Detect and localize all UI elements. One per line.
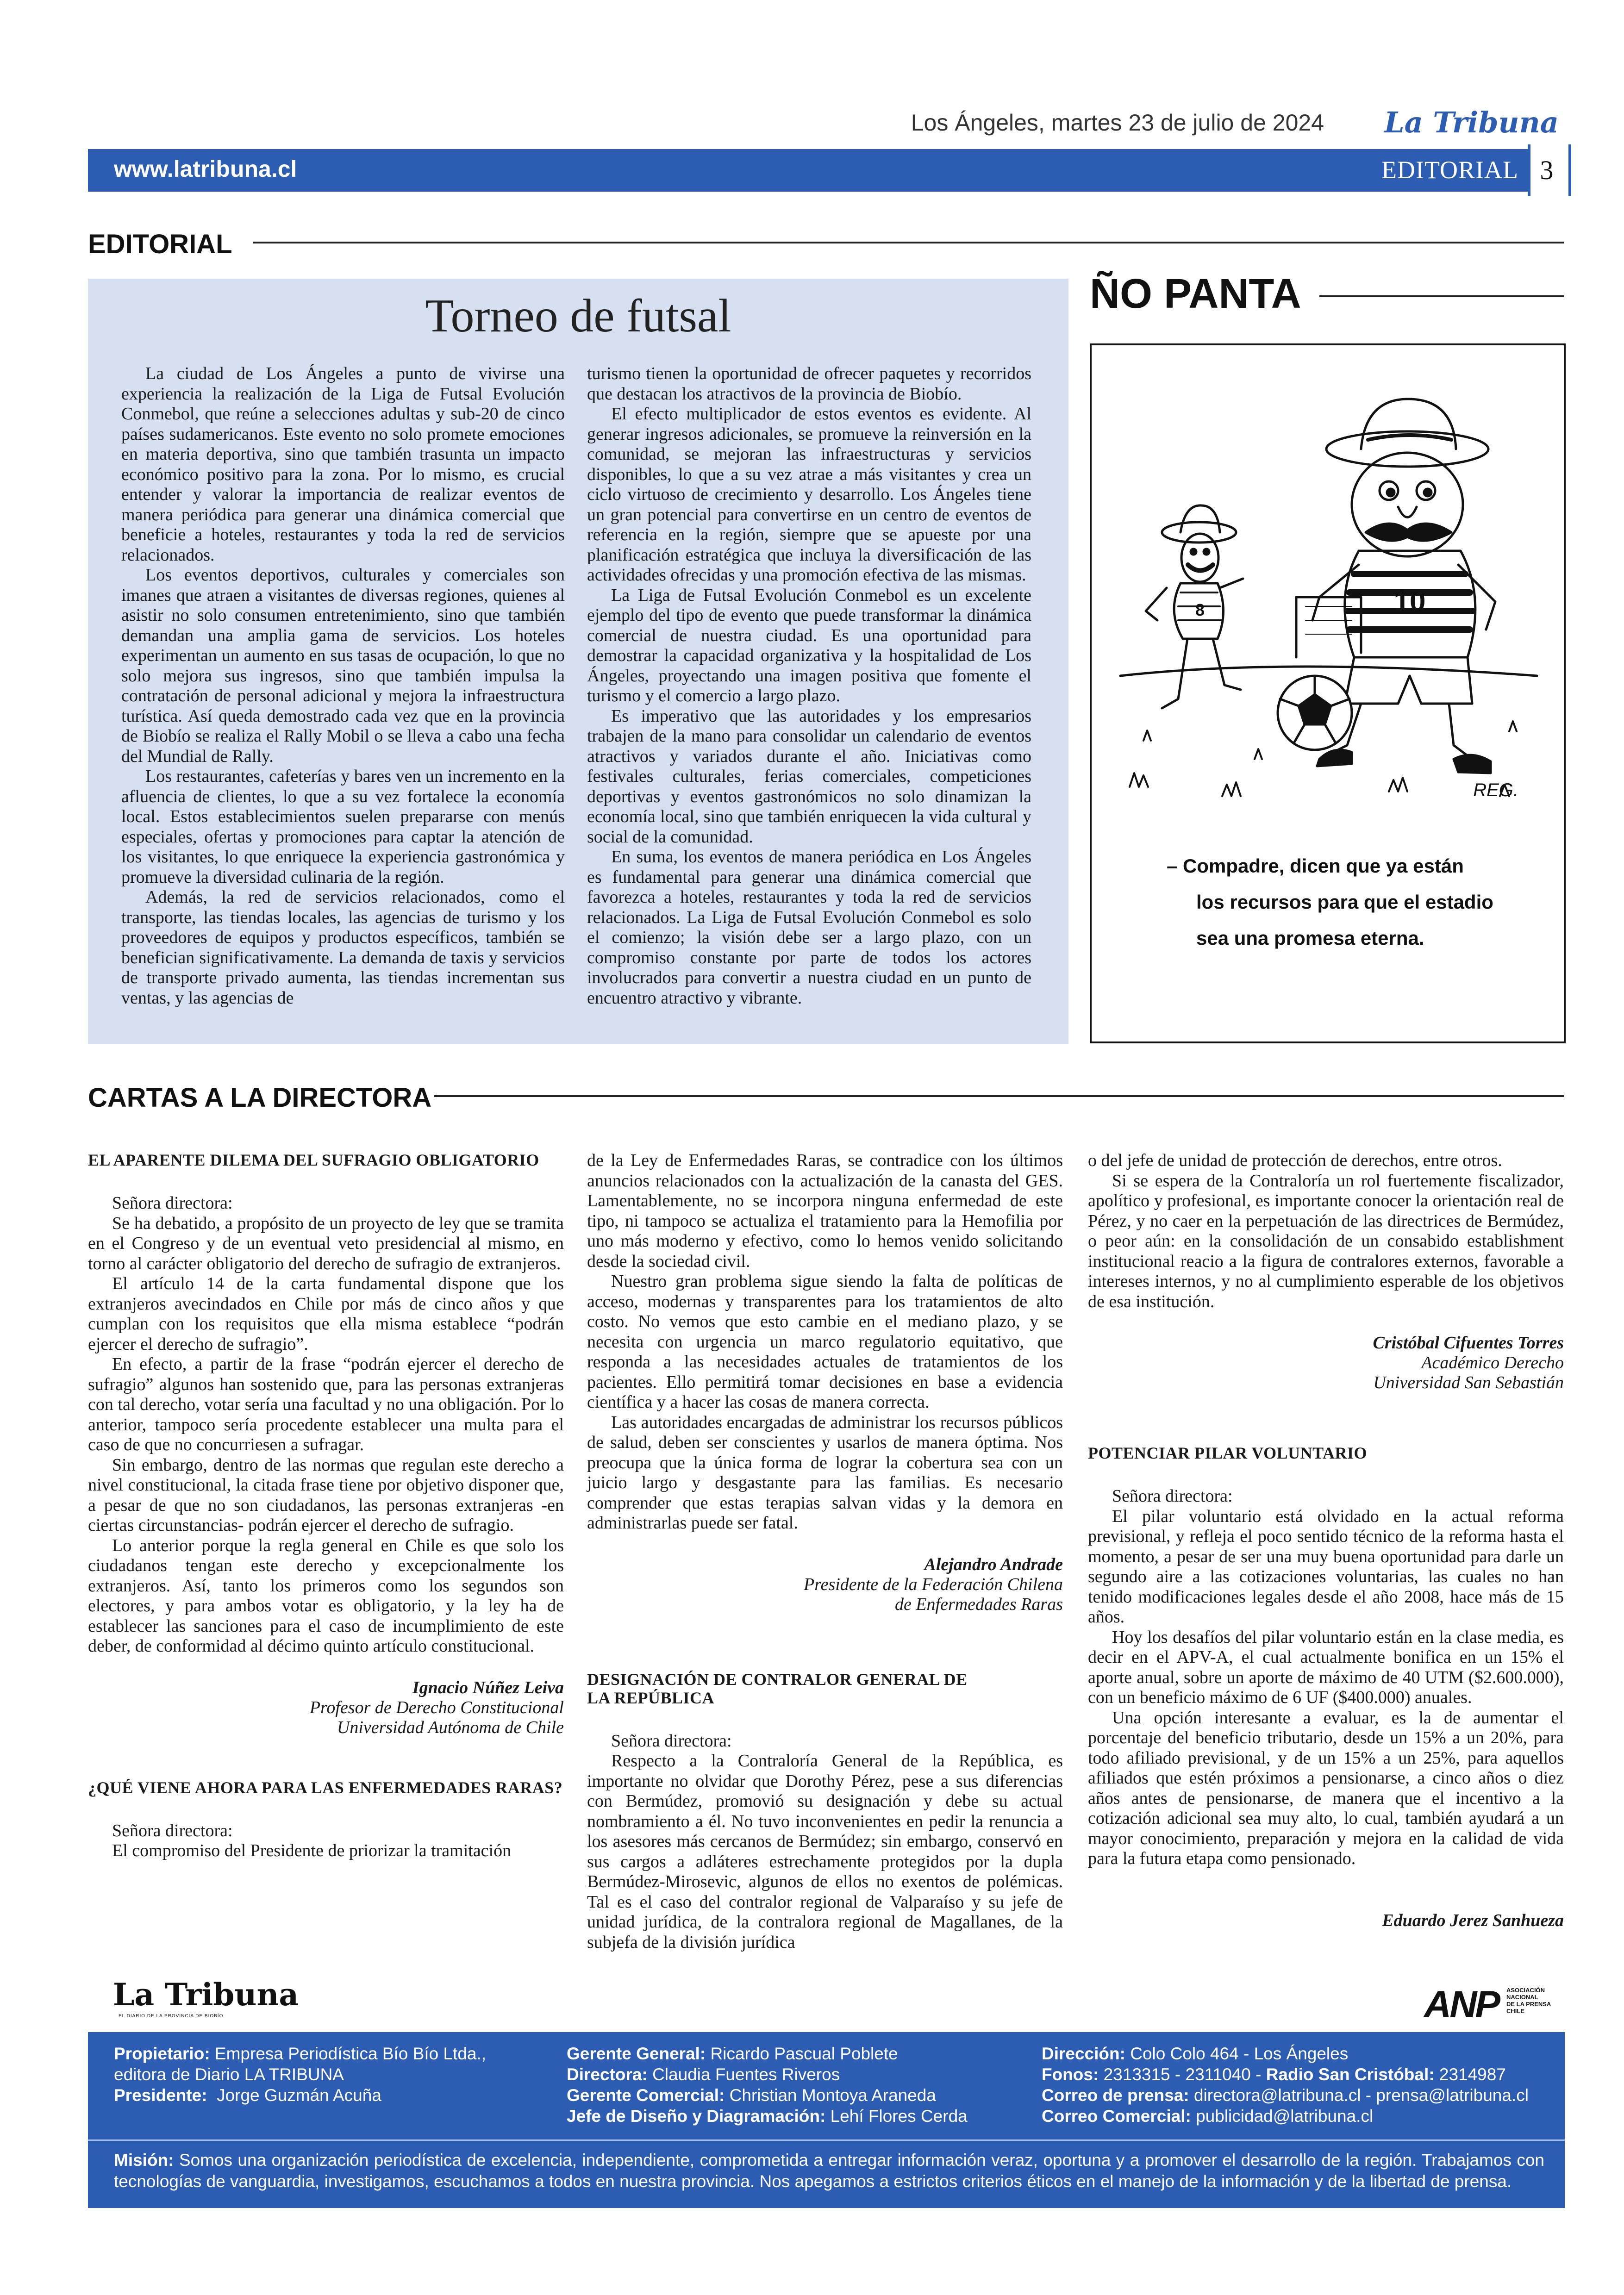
footer-col-3 xyxy=(1042,2043,1555,2127)
mission-statement xyxy=(114,2150,1544,2192)
author-affiliation: de Enfermedades Raras xyxy=(894,1594,1063,1614)
footer-value: Jorge Guzmán Acuña xyxy=(217,2086,381,2105)
cartoonist-signature: REG. xyxy=(1473,780,1518,800)
letter-title: EL APARENTE DILEMA DEL SUFRAGIO OBLIGATORIO xyxy=(88,1151,539,1169)
header-bar xyxy=(88,149,1537,192)
footer-value: Colo Colo 464 - Los Ángeles xyxy=(1130,2044,1349,2063)
caption-line: sea una promesa eterna. xyxy=(1196,927,1424,949)
editorial-paragraph: Además, la red de servicios relacionados, como el transporte, las tiendas locales, las agencias de turismo y los proveedores de equipos y productos específicos, también se benefician significativamente. La demanda de taxis y servicios de transporte privado aumenta, las tiendas incrementan sus ventas, y las agencias de xyxy=(121,887,565,1008)
letters-column-1 xyxy=(88,1151,564,1861)
editorial-paragraph: La Liga de Futsal Evolución Conmebol es un excelente ejemplo del tipo de evento que puede transformar la dinámica comercial de nuestra ciudad. Es una oportunidad para demostrar la capacidad organizativa y la hospitalidad de Los Ángeles, proyectando una imagen positiva que fomente el turismo y el comercio a largo plazo. xyxy=(587,585,1031,705)
author-affiliation: Universidad Autónoma de Chile xyxy=(337,1717,564,1737)
anp-text-line: CHILE xyxy=(1506,2008,1524,2014)
editorial-title: Torneo de futsal xyxy=(425,290,731,342)
letter-paragraph: Lo anterior porque la regla general en Chile es que solo los ciudadanos tengan este derecho y excepcionalmente los extranjeros. Así, tanto los primeros como los segundos son electores, y para ambos votar es obligatorio, y la ley ha de establecer las sanciones para el caso de incumplimiento de este deber, de conformidad al décimo quinto artículo constitucional. xyxy=(88,1535,564,1656)
small-player-legs xyxy=(1162,639,1241,708)
editorial-paragraph: Es imperativo que las autoridades y los empresarios trabajen de la mano para consolidar un calendario de eventos atractivos y variados durante el año. Iniciativas como festivales culturales, ferias comerciales, competiciones deportivas y eventos gastronómicos no solo dinamizan la economía local, sino que también enriquecen la vida cultural y social de la comunidad. xyxy=(587,706,1031,847)
letter-paragraph: El artículo 14 de la carta fundamental dispone que los extranjeros avecindados en Chile por más de cinco años y que cumplan con los requisitos que ella misma establece “podrán ejercer el derecho de sufragio”. xyxy=(88,1274,564,1354)
anp-text xyxy=(1506,1987,1551,2014)
letter-salutation: Señora directora: xyxy=(112,1821,233,1840)
editorial-column-1 xyxy=(121,364,565,1030)
footer-value: editora de Diario LA TRIBUNA xyxy=(114,2065,344,2084)
footer-label: Fonos: xyxy=(1042,2065,1099,2084)
cartoon-section-label: ÑO PANTA xyxy=(1090,271,1301,317)
dateline: Los Ángeles, martes 23 de julio de 2024 xyxy=(911,110,1324,136)
letter-salutation: Señora directora: xyxy=(611,1731,732,1751)
editorial-paragraph: En suma, los eventos de manera periódica en Los Ángeles es fundamental para generar una dinámica comercial que favorezca a hoteles, restaurantes y toda la red de servicios relacionados. La Liga de Futsal Evolución Conmebol es solo el comienzo; la visión debe ser a largo plazo, con un compromiso constante por parte de todos los actores involucrados para convertir a nuestra ciudad en un punto de encuentro atractivo y vibrante. xyxy=(587,847,1031,1008)
footer-label: Propietario: xyxy=(114,2044,210,2063)
footer-value: Empresa Periodística Bío Bío Ltda., xyxy=(214,2044,487,2063)
letter-paragraph: En efecto, a partir de la frase “podrán ejercer el derecho de sufragio” algunos han sostenido que, para las personas extranjeras con tal derecho, votar sería una facultad y no una obligación. Por lo anterior, tampoco sería procedente establecer una multa para el caso de que no concurriesen a sufragar. xyxy=(88,1354,564,1454)
editorial-paragraph: La ciudad de Los Ángeles a punto de vivirse una experiencia la realización de la Liga de Futsal Evolución Conmebol, que reúne a selecciones adultas y sub-20 de cinco países sudamericanos. Este evento no solo promete emociones en materia deportiva, sino que también trasunta un impacto económico positivo para la zona. Por lo mismo, es crucial entender y valorar la importancia de realizar eventos de manera periódica para generar una dinámica comercial que beneficie a hoteles, restaurantes y toda la red de servicios relacionados. xyxy=(121,364,565,565)
footer-value: 2314987 xyxy=(1439,2065,1506,2084)
editorial-paragraph: El efecto multiplicador de estos eventos es evidente. Al generar ingresos adicionales, se promueve la reinversión en la comunidad, se mejoran las infraestructuras y servicios disponibles, lo que a su vez atrae a más visitantes y crea un ciclo virtuoso de crecimiento y desarrollo. Los Ángeles tiene un gran potencial para convertirse en un centro de eventos de referencia en la región, siempre que se apueste por una planificación estratégica que incluya la diversificación de las actividades ofrecidas y una promoción efectiva de las mismas. xyxy=(587,404,1031,585)
footer-label: Presidente: xyxy=(114,2086,207,2105)
footer-value: Ricardo Pascual Poblete xyxy=(710,2044,898,2063)
letter-signature xyxy=(587,1555,1063,1615)
footer-col-2 xyxy=(567,2043,1030,2127)
footer-label: Directora: xyxy=(567,2065,648,2084)
cartoon-rule xyxy=(1319,295,1564,297)
footer-label: Gerente Comercial: xyxy=(567,2086,725,2105)
letters-column-3 xyxy=(1088,1151,1564,1931)
mission-label: Misión: xyxy=(114,2151,174,2170)
small-player-hat-brim xyxy=(1162,522,1236,543)
letter-paragraph: Las autoridades encargadas de administrar los recursos públicos de salud, deben ser conscientes y usarlos de manera óptima. Nos preocupa que la única forma de lograr la cobertura sea con un juicio largo y desgastante para las familias. Es necesario comprender que estas terapias salvan vidas y la demora en administrarlas puede ser fatal. xyxy=(587,1412,1063,1533)
letter-paragraph: Una opción interesante a evaluar, es la de aumentar el porcentaje del beneficio tributario, desde un 15% a un 20%, para todo afiliado previsional, y de un 15% a un 25%, para aquellos afiliados que estén próximos a pensionarse, a cinco años o diez años antes de pensionarse, de manera que el incentivo a la cotización adicional sea muy alto, lo cual, también ayudará a un mayor conocimiento, preparación y mejora en la calidad de vida para la futura etapa como pensionado. xyxy=(1088,1708,1564,1868)
page-number: 3 xyxy=(1540,155,1554,185)
big-player-shorts xyxy=(1345,657,1472,704)
author-title: Profesor de Derecho Constitucional xyxy=(309,1697,564,1717)
header-brand-logo: La Tribuna xyxy=(1384,106,1559,139)
editorial-paragraph: turismo tienen la oportunidad de ofrecer paquetes y recorridos que destacan los atractivos de la provincia de Biobío. xyxy=(587,364,1031,404)
cartoon-caption xyxy=(1167,848,1546,956)
letter-paragraph: Respecto a la Contraloría General de la República, es importante no olvidar que Dorothy Pérez, pese a sus diferencias con Bermúdez, promovió su designación y debe su actual nombramiento a él. No tuvo inconvenientes en pedir la renuncia a los asesores más cercanos de Bermúdez; sin embargo, conservó en sus cargos a adláteres estrechamente protegidos por la dupla Bermúdez-Mirosevic, algunos de ellos no exentos de polémicas. Tal es el caso del contralor regional de Valparaíso y su jefe de unidad jurídica, de la contralora regional de Magallanes, de la subjefa de la división jurídica xyxy=(587,1751,1063,1952)
footer-col-1 xyxy=(114,2043,549,2106)
letter-title: POTENCIAR PILAR VOLUNTARIO xyxy=(1088,1444,1368,1462)
letter-paragraph: o del jefe de unidad de protección de derechos, entre otros. xyxy=(1088,1151,1502,1170)
letter-paragraph: de la Ley de Enfermedades Raras, se contradice con los últimos anuncios relacionados con la actualización de la canasta del GES. Lamentablemente, no se incorpora ninguna enfermedad de este tipo, ni tampoco se actualiza el tratamiento para la Hemofilia por uno más moderno y efectivo, como lo hemos venido solicitando desde la sociedad civil. xyxy=(587,1151,1063,1271)
footer-label: Correo de prensa: xyxy=(1042,2086,1189,2105)
footer-label: Gerente General: xyxy=(567,2044,706,2063)
author-title: Académico Derecho xyxy=(1421,1353,1564,1372)
mission-text: Somos una organización periodística de excelencia, independiente, comprometida a entregar información veraz, oportuna y a promover el desarrollo de la región. Trabajamos con tecnologías de vanguardia, investigamos, escuchamos a todos en nuestra provincia. Nos apegamos a estrictos criterios éticos en el manejo de la información y de la libertad de prensa. xyxy=(114,2151,1545,2191)
letter-paragraph: El compromiso del Presidente de priorizar la tramitación xyxy=(112,1841,512,1860)
cartoon-illustration xyxy=(1102,380,1555,833)
caption-line: los recursos para que el estadio xyxy=(1196,891,1493,913)
footer-email[interactable]: directora@latribuna.cl - prensa@latribuna.cl xyxy=(1193,2086,1529,2105)
anp-logo: ANP xyxy=(1424,1983,1499,2026)
author-affiliation: Universidad San Sebastián xyxy=(1373,1373,1564,1392)
author-name: Alejandro Andrade xyxy=(924,1554,1063,1574)
footer-brand-logo: La Tribuna xyxy=(113,1977,299,2013)
author-name: Cristóbal Cifuentes Torres xyxy=(1373,1333,1564,1353)
caption-line: – Compadre, dicen que ya están xyxy=(1167,855,1464,877)
letter-signature xyxy=(1088,1911,1564,1931)
anp-text-line: ASOCIACIÓN xyxy=(1506,1987,1545,1994)
author-name: Ignacio Núñez Leiva xyxy=(412,1678,564,1697)
footer-value: Claudia Fuentes Riveros xyxy=(652,2065,840,2084)
footer-value: Christian Montoya Araneda xyxy=(729,2086,936,2105)
big-player-mustache xyxy=(1366,524,1451,541)
footer-label: Dirección: xyxy=(1042,2044,1125,2063)
section-rule xyxy=(253,242,1564,243)
letter-signature xyxy=(1088,1333,1564,1393)
editorial-paragraph: Los restaurantes, cafeterías y bares ven un incremento en la afluencia de clientes, lo que a su vez fortalece la economía local. Estos establecimientos suelen prepararse con menús especiales, ofertas y promociones para captar la atención de los visitantes, lo que enriquece la experiencia gastronómica y promueve la diversidad culinaria de la región. xyxy=(121,767,565,887)
footer-email[interactable]: publicidad@latribuna.cl xyxy=(1196,2107,1374,2126)
letters-section-label: CARTAS A LA DIRECTORA xyxy=(88,1083,432,1113)
letters-rule xyxy=(434,1095,1564,1097)
letter-salutation: Señora directora: xyxy=(112,1193,233,1213)
letter-paragraph: Sin embargo, dentro de las normas que regulan este derecho a nivel constitucional, la citada frase tiene por objetivo disponer que, a pesar de que no son ciudadanos, las personas extranjeras -en ciertas circunstancias- podrán ejercer el derecho de sufragio. xyxy=(88,1455,564,1535)
letter-paragraph: Se ha debatido, a propósito de un proyecto de ley que se tramita en el Congreso y de un eventual veto presidencial al mismo, en torno al carácter obligatorio del derecho de sufragio de extranjeros. xyxy=(88,1213,564,1273)
jersey-number: 10 xyxy=(1393,586,1426,617)
letter-paragraph: El pilar voluntario está olvidado en la actual reforma previsional, y refleja el poco sentido técnico de la reforma hasta el momento, a pesar de ser una muy buena oportunidad para darle un segundo aire a las cotizaciones voluntarias, las cuales no han tenido modificaciones legales desde el año 2008, hace más de 15 años. xyxy=(1088,1506,1564,1627)
footer-brand-tagline: EL DIARIO DE LA PROVINCIA DE BIOBÍO xyxy=(119,2014,224,2019)
letter-title: DESIGNACIÓN DE CONTRALOR GENERAL DE LA REPÚBLICA xyxy=(587,1670,968,1707)
letter-salutation: Señora directora: xyxy=(1112,1486,1233,1506)
section-name: EDITORIAL xyxy=(1381,156,1518,184)
letter-paragraph: Nuestro gran problema sigue siendo la falta de políticas de acceso, modernas y transparentes para los tratamientos de alto costo. No vemos que esto cambie en el mediano plazo, y se necesita con urgencia un marco regulatorio equitativo, que responda a las necesidades actuales de tratamientos de los pacientes. Ello permitirá tomar decisiones en base a evidencia científica y a hacer las cosas de manera correcta. xyxy=(587,1272,1063,1412)
author-title: Presidente de la Federación Chilena xyxy=(804,1574,1063,1594)
editorial-column-2 xyxy=(587,364,1031,1030)
small-player-face xyxy=(1181,534,1218,582)
letter-title: ¿QUÉ VIENE AHORA PARA LAS ENFERMEDADES RARAS? xyxy=(88,1778,563,1797)
author-name: Eduardo Jerez Sanhueza xyxy=(1382,1910,1564,1930)
footer-label: Jefe de Diseño y Diagramación: xyxy=(567,2107,826,2126)
footer-label: Radio San Cristóbal: xyxy=(1266,2065,1435,2084)
letter-paragraph: Si se espera de la Contraloría un rol fuertemente fiscalizador, apolítico y profesional, es importante conocer la orientación real de Pérez, y no caer en la perpetuación de las directrices de Bermúdez, o peor aún: en la consolidación de un consabido establishment institucional reacio a la figura de contralores externos, favorable a intereses internos, y no al cumplimiento esperable de los objetivos de esa institución. xyxy=(1088,1171,1564,1311)
editorial-paragraph: Los eventos deportivos, culturales y comerciales son imanes que atraen a visitantes de diversas regiones, quienes al asistir no solo consumen entretenimiento, sino que también demandan una amplia gama de servicios. Los hoteles experimentan un aumento en sus tasas de ocupación, lo que no solo mejora sus ingresos, sino que también impulsa la contratación de personal adicional y mejora la infraestructura turística. Así queda demostrado cada vez que en la provincia de Biobío se realiza el Rally Mobil o se lleva a cabo una fecha del Mundial de Rally. xyxy=(121,565,565,766)
anp-text-line: NACIONAL xyxy=(1506,1994,1538,2001)
letter-signature xyxy=(88,1678,564,1738)
site-url[interactable]: www.latribuna.cl xyxy=(114,156,297,182)
footer-label: Correo Comercial: xyxy=(1042,2107,1191,2126)
letter-paragraph: Hoy los desafíos del pilar voluntario están en la clase media, es decir en el APV-A, el cual actualmente bonifica en un 15% el aporte anual, sobre un aporte de máximo de 40 UTM ($2.600.000), con un beneficio máximo de 6 UF ($400.000) anuales. xyxy=(1088,1627,1564,1707)
footer-value: 2313315 - 2311040 - xyxy=(1103,2065,1266,2084)
big-player-face xyxy=(1352,453,1463,556)
footer-value: Lehí Flores Cerda xyxy=(830,2107,968,2126)
editorial-section-label: EDITORIAL xyxy=(88,229,232,259)
anp-text-line: DE LA PRENSA xyxy=(1506,2001,1551,2008)
letters-column-2 xyxy=(587,1151,1063,1952)
footer-divider xyxy=(88,2139,1565,2141)
small-jersey-number: 8 xyxy=(1195,600,1205,619)
